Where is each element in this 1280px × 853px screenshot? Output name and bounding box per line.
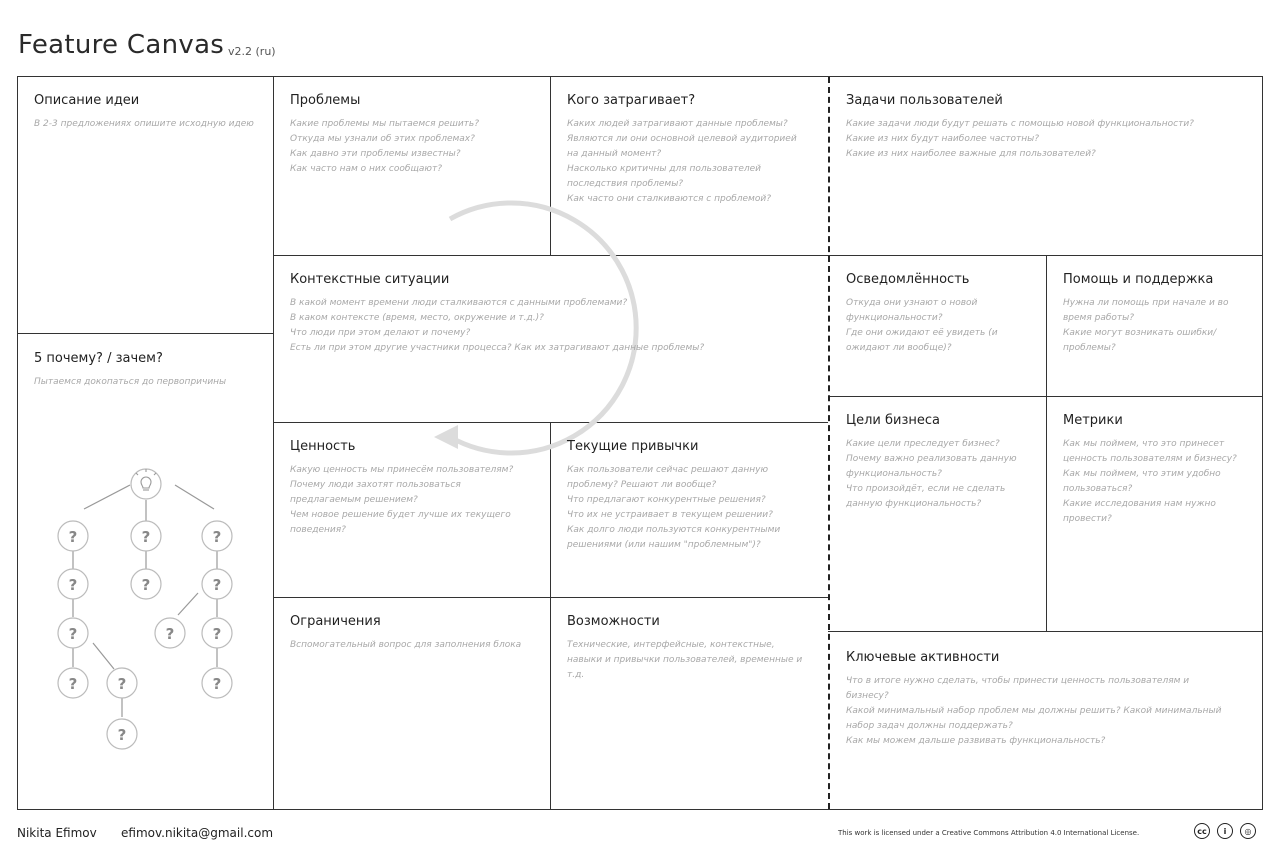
block-affected xyxy=(551,77,828,255)
block-title: Текущие привычки xyxy=(567,439,699,454)
block-hint: Откуда они узнают о новой функциональности? Где они ожидают её увидеть (и ожидают ли вообще)? xyxy=(846,298,998,353)
block-hint: Нужна ли помощь при начале и во время работы? Какие могут возникать ошибки/ проблемы? xyxy=(1063,298,1229,353)
block-abilities xyxy=(551,598,828,809)
block-habits xyxy=(551,423,828,597)
block-title: 5 почему? / зачем? xyxy=(34,351,163,366)
block-title: Задачи пользователей xyxy=(846,93,1003,108)
block-hint: В 2-3 предложениях опишите исходную идею xyxy=(34,119,254,129)
why-tree-diagram xyxy=(18,77,273,809)
block-hint: Технические, интерфейсные, контекстные, навыки и привычки пользователей, временные и т.д. xyxy=(567,640,803,680)
block-metrics xyxy=(1047,397,1262,631)
question-icon: ? xyxy=(212,528,222,546)
block-title: Контекстные ситуации xyxy=(290,272,450,287)
block-awareness xyxy=(830,256,1046,396)
block-title: Помощь и поддержка xyxy=(1063,272,1214,287)
cc-license-icons[interactable] xyxy=(1194,823,1256,839)
question-icon: ? xyxy=(165,625,175,643)
block-hint: Каких людей затрагивают данные проблемы? Являются ли они основной целевой аудиторией на данный момент? Насколько критичны для пользователей последствия проблемы? Как часто они сталкиваются с проблемой? xyxy=(567,119,797,204)
block-title: Возможности xyxy=(567,614,660,629)
question-icon: ? xyxy=(141,576,151,594)
block-hint: Как пользователи сейчас решают данную проблему? Решают ли вообще? Что предлагают конкурентные решения? Что их не устраивает в текущем решении? Как долго люди пользуются конкурентными решениями (или нашим "проблемным")? xyxy=(567,465,781,550)
block-hint: Какую ценность мы принесём пользователям? Почему люди захотят пользоваться предлагаемым решением? Чем новое решение будет лучше их текущего поведения? xyxy=(290,465,514,535)
block-limits xyxy=(274,598,550,809)
block-title: Ключевые активности xyxy=(846,650,1000,665)
block-hint: Какие проблемы мы пытаемся решить? Откуда мы узнали об этих проблемах? Как давно эти проблемы известны? Как часто нам о них сообщают? xyxy=(290,119,479,174)
question-icon: ? xyxy=(68,528,78,546)
sa-icon[interactable]: ◎ xyxy=(1240,823,1256,839)
block-problems xyxy=(274,77,550,255)
block-activities xyxy=(830,632,1262,809)
block-value xyxy=(274,423,550,597)
block-hint: Что в итоге нужно сделать, чтобы принести ценность пользователям и бизнесу? Какой минимальный набор проблем мы должны решить? Какой минимальный набор задач должны поддержать? Как мы можем дальше развивать функциональность? xyxy=(846,676,1222,746)
question-icon: ? xyxy=(68,576,78,594)
block-hint: Пытаемся докопаться до первопричины xyxy=(34,377,227,387)
block-context xyxy=(274,256,828,422)
cc-icon[interactable]: cc xyxy=(1194,823,1210,839)
block-title: Описание идеи xyxy=(34,93,140,108)
question-icon: ? xyxy=(212,576,222,594)
block-goals xyxy=(830,397,1046,631)
block-title: Метрики xyxy=(1063,413,1123,428)
question-icon: ? xyxy=(212,625,222,643)
block-title: Кого затрагивает? xyxy=(567,93,696,108)
block-hint: Какие задачи люди будут решать с помощью новой функциональности? Какие из них будут наиболее частотны? Какие из них наиболее важные для пользователей? xyxy=(846,119,1194,159)
block-title: Осведомлённость xyxy=(846,272,970,287)
question-icon: ? xyxy=(117,726,127,744)
question-icon: ? xyxy=(68,675,78,693)
block-tasks xyxy=(830,77,1262,255)
block-support xyxy=(1047,256,1262,396)
block-title: Цели бизнеса xyxy=(846,413,940,428)
block-title: Ограничения xyxy=(290,614,381,629)
question-icon: ? xyxy=(117,675,127,693)
page-title: Feature Canvas xyxy=(18,30,225,60)
question-icon: ? xyxy=(212,675,222,693)
question-icon: ? xyxy=(68,625,78,643)
block-hint: Как мы поймем, что это принесет ценность пользователям и бизнесу? Как мы поймем, что этим удобно пользоваться? Какие исследования нам нужно провести? xyxy=(1063,439,1237,524)
version-label: v2.2 (ru) xyxy=(228,45,276,58)
by-icon[interactable]: i xyxy=(1217,823,1233,839)
author-name: Nikita Efimov xyxy=(17,826,97,840)
block-hint: Вспомогательный вопрос для заполнения блока xyxy=(290,640,522,650)
question-icon: ? xyxy=(141,528,151,546)
block-title: Ценность xyxy=(290,439,356,454)
block-hint: Какие цели преследует бизнес? Почему важно реализовать данную функциональность? Что произойдёт, если не сделать данную функциональность? xyxy=(846,439,1017,509)
author-email[interactable]: efimov.nikita@gmail.com xyxy=(121,826,274,840)
block-title: Проблемы xyxy=(290,93,361,108)
block-hint: В какой момент времени люди сталкиваются с данными проблемами? В каком контексте (время, место, окружение и т.д.)? Что люди при этом делают и почему? Есть ли при этом другие участники процесса? Как их затрагивают данные проблемы? xyxy=(290,298,705,353)
feature-canvas xyxy=(17,76,1263,810)
license-text[interactable]: This work is licensed under a Creative Commons Attribution 4.0 International License. xyxy=(838,829,1140,837)
